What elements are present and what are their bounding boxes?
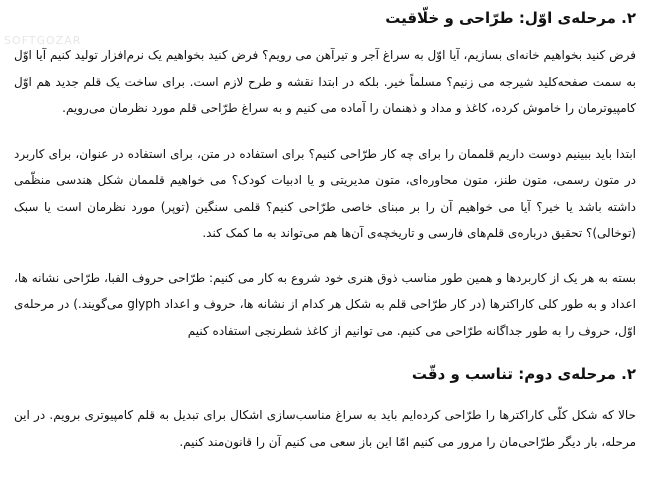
section-1-paragraph-3: بسته به هر یک از کاربردها و همین طور مناسب ذوق هنری خود شروع به کار می کنیم: طرّاحی حروف الفبا، طرّاحی نشانه ها، اعداد و به طور کلی کاراکترها (در کار طرّاحی قلم به شکل هر کدام از نشانه ها، حروف و اعداد glyph می‌گویند.) در مرحله‌ی اوّل، حروف را به طور جداگانه طرّاحی می کنیم. می توانیم از کاغذ شطرنجی استفاده کنیم — [14, 270, 636, 338]
section-1-heading: ۲. مرحله‌ی اوّل: طرّاحی و خلّاقیت — [385, 9, 636, 27]
section-1-paragraph-1: فرض کنید بخواهیم خانه‌ای بسازیم، آیا اوّل به سراغ آجر و تیرآهن می رویم؟ فرض کنید بخواهیم یک نرم‌افزار تولید کنیم آیا اوّل به سمت صفحه‌کلید شیرجه می زنیم؟ مسلماً خیر. بلکه در ابتدا نقشه و طرح لازم است. برای ساخت یک قلم جدید هم اوّل کامپیوترمان را خاموش کرده، کاغذ و مداد و ذهنمان را آماده می کنیم و به سراغ طرّاحی قلم مورد نظرمان می‌رویم. — [14, 48, 636, 115]
section-2-heading: ۲. مرحله‌ی دوم: تناسب و دقّت — [411, 365, 636, 383]
watermark-text: SOFTGOZAR — [4, 34, 82, 47]
section-2-paragraph-1: حالا که شکل کلّی کاراکترها را طرّاحی کرده‌ایم باید به سراغ مناسب‌سازی اشکال برای تبدیل به قلم کامپیوتری برویم. در این مرحله، بار دیگر طرّاحی‌مان را مرور می کنیم امّا این باز سعی می کنیم آن را قانون‌مند کنیم. — [14, 408, 636, 449]
section-1-paragraph-2: ابتدا باید ببینیم دوست داریم قلممان را برای چه کار طرّاحی کنیم؟ برای استفاده در متن، برای استفاده در عنوان، برای کاربرد در متون رسمی، متون طنز، متون محاوره‌ای، متون مدیریتی و یا ادبیات کودک؟ می خواهیم قلممان شکل هندسی منظّمی داشته باشد یا خیر؟ آیا می خواهیم آن را بر مبنای خاصی طرّاحی کنیم؟ قلمی سنگین (توپر) مورد نظرمان است یا سبک (توخالی)؟ تحقیق درباره‌ی قلم‌های فارسی و تاریخچه‌ی آن‌ها هم می‌تواند به ما کمک کند. — [14, 146, 636, 240]
article-body — [14, 4, 636, 455]
